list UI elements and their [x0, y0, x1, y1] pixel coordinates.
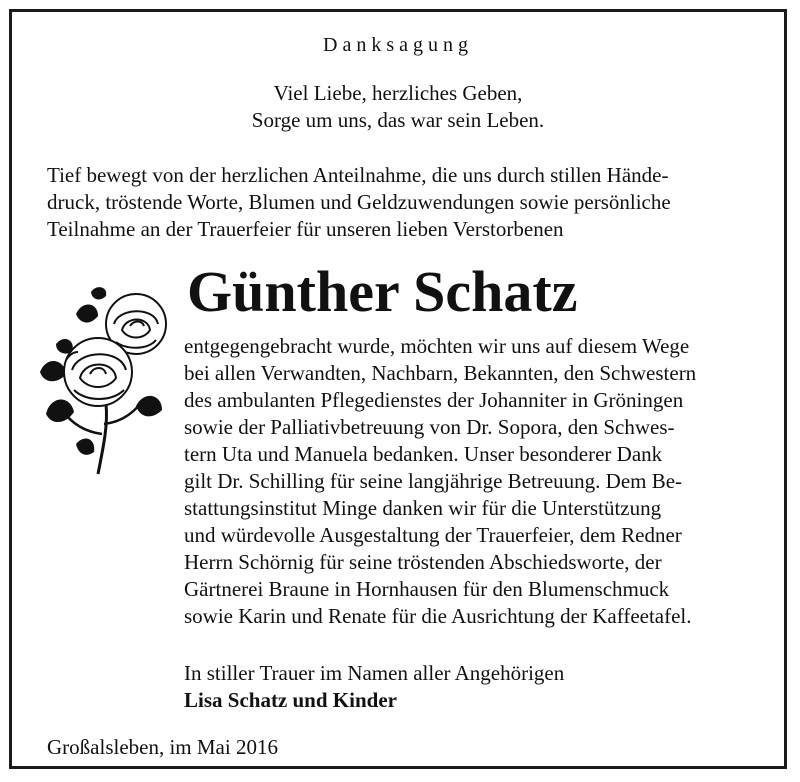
poem-line: Sorge um uns, das war sein Leben.: [251, 108, 545, 132]
body-line: Gärtnerei Braune in Hornhausen für den Blumenschmuck: [184, 577, 670, 601]
rose-icon: [36, 284, 176, 479]
body-line: Herrn Schörnig für seine tröstenden Abschiedsworte, der: [184, 550, 662, 574]
notice-heading: Danksagung: [323, 34, 473, 56]
body-line: tern Uta und Manuela bedanken. Unser besonderer Dank: [184, 442, 663, 466]
signature-line: In stiller Trauer im Namen aller Angehörigen: [184, 661, 565, 685]
signature-names: Lisa Schatz und Kinder: [184, 688, 397, 712]
body-line: entgegengebracht wurde, möchten wir uns auf diesem Wege: [184, 334, 690, 358]
body-line: bei allen Verwandten, Nachbarn, Bekannten, den Schwestern: [184, 361, 697, 385]
poem: [12, 80, 784, 134]
body-text: [184, 333, 784, 630]
place-date: Großalsleben, im Mai 2016: [47, 735, 278, 759]
poem-line: Viel Liebe, herzliches Geben,: [273, 81, 523, 105]
body-line: sowie Karin und Renate für die Ausrichtung der Kaffeetafel.: [184, 604, 692, 628]
intro-line: druck, tröstende Worte, Blumen und Geldzuwendungen sowie persönliche: [47, 190, 671, 214]
intro-line: Teilnahme an der Trauerfeier für unseren lieben Verstorbenen: [47, 217, 564, 241]
notice-frame: [9, 9, 787, 769]
body-line: gilt Dr. Schilling für seine langjährige Betreuung. Dem Be-: [184, 469, 683, 493]
intro-line: Tief bewegt von der herzlichen Anteilnahme, die uns durch stillen Hände-: [47, 163, 669, 187]
body-line: und würdevolle Ausgestaltung der Trauerfeier, dem Redner: [184, 523, 682, 547]
body-line: sowie der Palliativbetreuung von Dr. Sopora, den Schwes-: [184, 415, 675, 439]
signature-block: [184, 660, 564, 714]
body-line: des ambulanten Pflegedienstes der Johanniter in Gröningen: [184, 388, 684, 412]
body-line: stattungsinstitut Minge danken wir für die Unterstützung: [184, 496, 662, 520]
deceased-name: Günther Schatz: [187, 259, 578, 324]
intro-text: [47, 162, 782, 243]
